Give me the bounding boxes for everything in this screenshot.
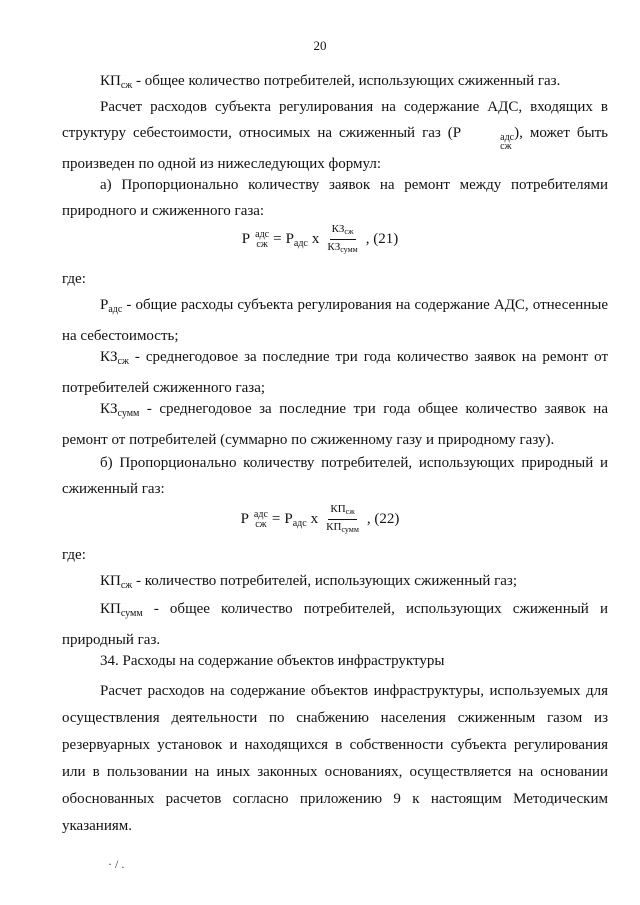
formula-lhs-sub: сж [256, 238, 268, 250]
definition-text: - общее количество потребителей, использующих сжиженный газ. [132, 73, 561, 89]
where-label-2: где: [62, 547, 86, 563]
symbol-subscript: сж [120, 80, 133, 91]
symbol-subscript: сж [117, 356, 129, 367]
definition-kp-szh-2 [62, 568, 608, 599]
definition-text: - общие расходы субъекта регулирования на содержание АДС, отнесенные на себестоимость; [62, 297, 608, 344]
intro-paragraph [62, 94, 608, 177]
formula-rhs [286, 231, 308, 249]
fraction-numerator [330, 222, 356, 240]
denominator-sub: сумм [341, 525, 359, 534]
section-heading-34 [62, 648, 608, 674]
numerator-symbol: КЗ [331, 223, 345, 235]
symbol-subscript: сумм [120, 608, 143, 619]
footer-mark: · / . [108, 857, 125, 871]
formula-fraction [325, 222, 359, 257]
fraction-denominator [325, 240, 359, 257]
numerator-symbol: КП [330, 503, 346, 515]
infrastructure-text: Расчет расходов на содержание объектов инфраструктуры, используемых для осуществления деятельности по снабжению населения сжиженным газом из резервуарных установок и находящихся в собственности субъекта регулирования или в пользовании на иных законных основаниях, осуществляется на основании обоснованных расчетов согласно приложению 9 к настоящим Методическим указаниям. [62, 683, 608, 834]
definition-kz-szh [62, 344, 608, 401]
formula-multiply: х [311, 231, 320, 247]
formula-lhs: Р [240, 511, 249, 527]
symbol-r: Р [100, 297, 109, 313]
formula-lhs-sup: адс [255, 228, 270, 240]
definition-text: - количество потребителей, использующих сжиженный газ; [132, 573, 517, 589]
formula-r-sub: адс [293, 237, 308, 249]
superscript: адс [500, 132, 515, 143]
formula-number: , (22) [366, 511, 400, 527]
intro-text-part2: ), может быть произведен по одной из нижеследующих формул: [62, 125, 608, 172]
formula-equals: = [271, 511, 281, 527]
formula-lhs-sub: сж [255, 518, 267, 530]
denominator-symbol: КП [326, 521, 342, 533]
formula-lhs-sup: адс [253, 508, 268, 520]
formula-r: Р [284, 510, 293, 527]
formula-multiply: х [310, 511, 319, 527]
fraction-numerator [328, 502, 356, 520]
definition-kz-summ [62, 396, 608, 453]
denominator-sub: сумм [340, 245, 358, 254]
formula-equals: = [273, 231, 282, 247]
symbol-subscript: сж [120, 580, 133, 591]
formula-fraction [324, 502, 361, 537]
formula-lhs-indices [254, 510, 268, 530]
option-a-paragraph [62, 172, 608, 224]
definition-text: - среднегодовое за последние три года количество заявок на ремонт от потребителей сжиженного газа; [62, 349, 608, 396]
symbol-kp: КП [100, 73, 121, 89]
formula-21 [0, 222, 640, 262]
symbol-subscript: адс [108, 304, 123, 315]
where-label-1: где: [62, 271, 86, 287]
definition-text: - среднегодовое за последние три года общее количество заявок на ремонт от потребителей (суммарно по сжиженному газу и природному газу). [62, 401, 608, 448]
formula-rhs [284, 511, 306, 529]
formula-r-sub: адс [292, 517, 307, 529]
page-number: 20 [313, 38, 327, 53]
subscript: сж [500, 141, 512, 152]
denominator-symbol: КЗ [327, 241, 341, 253]
formula-r: Р [285, 230, 294, 247]
symbol-kp: КП [100, 573, 121, 589]
symbol-supsub [462, 133, 514, 151]
definition-kp-summ [62, 596, 608, 653]
section-heading-text: 34. Расходы на содержание объектов инфраструктуры [100, 653, 445, 669]
numerator-sub: сж [344, 227, 354, 236]
definition-text: - общее количество потребителей, использующих сжиженный и природный газ. [62, 601, 608, 648]
infrastructure-paragraph [62, 678, 608, 840]
symbol-kz: КЗ [100, 401, 118, 417]
formula-lhs-indices [255, 230, 269, 250]
option-a-text: а) Пропорционально количеству заявок на ремонт между потребителями природного и сжиженного газа: [62, 177, 608, 219]
symbol-kp: КП [100, 601, 121, 617]
fraction-denominator [324, 520, 361, 537]
intro-text-part1: Расчет расходов субъекта регулирования на содержание АДС, входящих в структуру себестоимости, относимых на сжиженный газ (Р [62, 99, 608, 141]
definition-r-ads [62, 292, 608, 349]
option-b-paragraph [62, 450, 608, 502]
symbol-kz: КЗ [100, 349, 118, 365]
option-b-text: б) Пропорционально количеству потребителей, использующих природный и сжиженный газ: [62, 455, 608, 497]
symbol-subscript: сумм [117, 408, 140, 419]
formula-lhs: Р [241, 231, 251, 247]
formula-number: , (21) [365, 231, 399, 247]
formula-22 [0, 502, 640, 542]
numerator-sub: сж [345, 507, 355, 516]
